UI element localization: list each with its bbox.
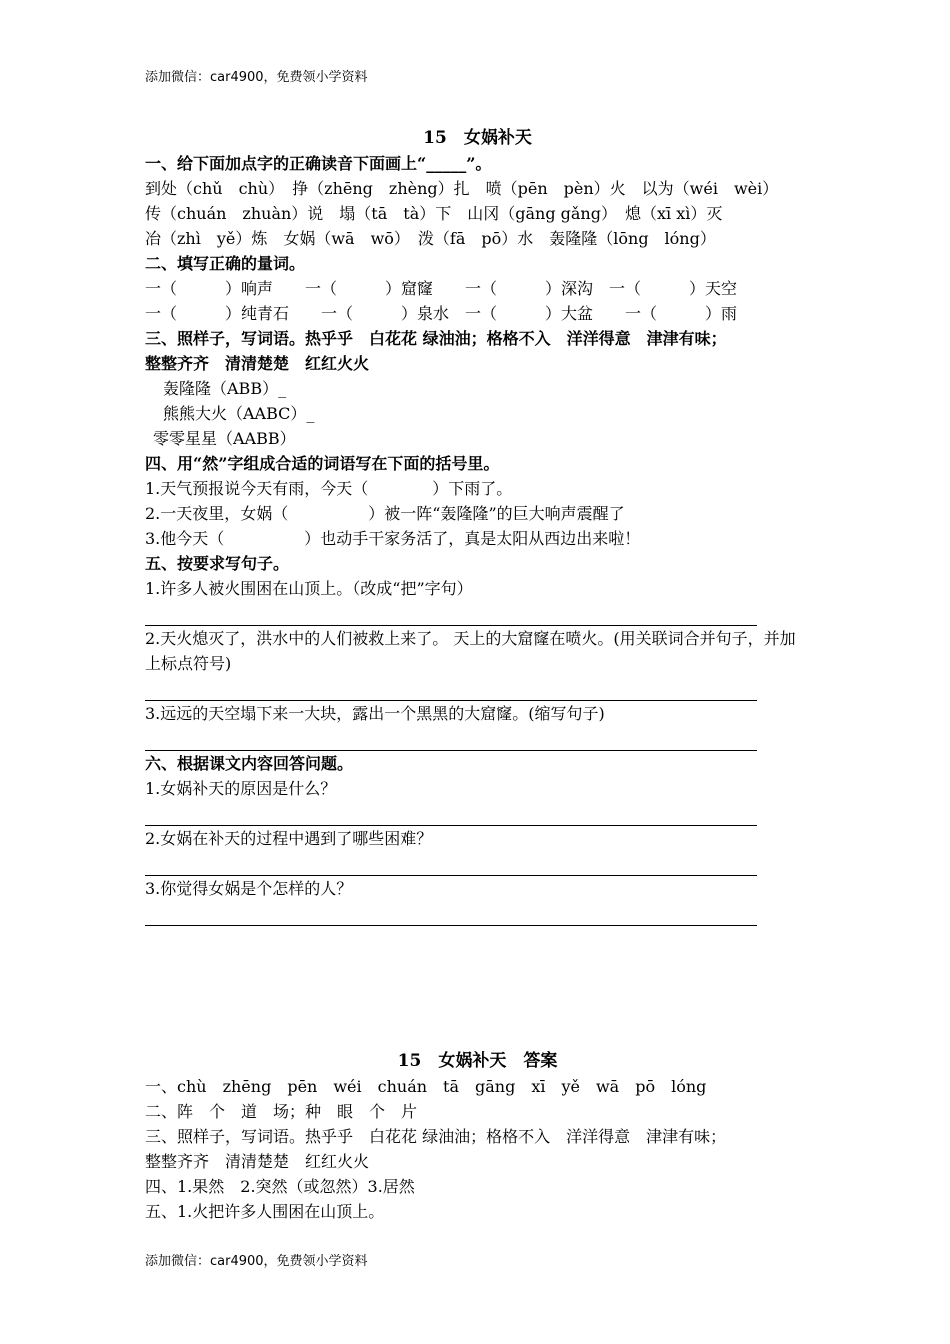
- spacer: [145, 926, 810, 1049]
- answer-1: 一、chù zhēng pēn wéi chuán tā gāng xī yě wā pō lóng: [145, 1077, 707, 1096]
- question-2: 2.女娲在补天的过程中遇到了哪些困难？: [145, 829, 433, 848]
- section-3-heading: 三、照样子，写词语。热乎乎 白花花 绿油油；格格不入 洋洋得意 津津有味；: [145, 329, 727, 348]
- section-1-heading: 一、给下面加点字的正确读音下面画上“_____”。: [145, 154, 492, 173]
- answer-line: [145, 801, 757, 826]
- ran-sentence-2: 2.一天夜里，女娲（ ）被一阵“轰隆隆”的巨大响声震醒了: [145, 504, 625, 523]
- question-1: 1.女娲补天的原因是什么？: [145, 779, 337, 798]
- measure-word-row-1: 一（ ）响声 一（ ）窟窿 一（ ）深沟 一（ ）天空: [145, 279, 738, 298]
- pattern-aabb: 零零星星（AABB）: [153, 429, 296, 448]
- answer-line: [145, 601, 757, 626]
- answer-line: [145, 676, 757, 701]
- pattern-aabc: 熊熊大火（AABC）_: [163, 404, 315, 423]
- worksheet-title: 15 女娲补天: [423, 128, 532, 148]
- answer-3: 三、照样子，写词语。热乎乎 白花花 绿油油；格格不入 洋洋得意 津津有味；: [145, 1127, 727, 1146]
- answer-4: 四、1.果然 2.突然（或忽然）3.居然: [145, 1177, 415, 1196]
- answer-line: [145, 901, 757, 926]
- rewrite-task-2: 2.天火熄灭了，洪水中的人们被救上来了。 天上的大窟窿在喷火。(用关联词合并句子，并加上标点符号): [145, 629, 796, 673]
- answer-5: 五、1.火把许多人围困在山顶上。: [145, 1202, 385, 1221]
- section-4-heading: 四、用“然”字组成合适的词语写在下面的括号里。: [145, 454, 500, 473]
- ran-sentence-1: 1.天气预报说今天有雨，今天（ ）下雨了。: [145, 479, 513, 498]
- rewrite-task-1: 1.许多人被火围困在山顶上。（改成“把”字句）: [145, 579, 473, 598]
- answer-2: 二、阵 个 道 场；种 眼 个 片: [145, 1102, 418, 1121]
- ran-sentence-3: 3.他今天（ ）也动手干家务活了，真是太阳从西边出来啦！: [145, 529, 641, 548]
- section-2-heading: 二、填写正确的量词。: [145, 254, 306, 273]
- answer-line: [145, 726, 757, 751]
- rewrite-task-3: 3.远远的天空塌下来一大块，露出一个黑黑的大窟窿。(缩写句子): [145, 704, 605, 723]
- measure-word-row-2: 一（ ）纯青石 一（ ）泉水 一（ ）大盆 一（ ）雨: [145, 304, 738, 323]
- pinyin-row-3: 冶（zhì yě）炼 女娲（wā wō） 泼（fā pō）水 轰隆隆（lōng lóng）: [145, 229, 716, 248]
- section-6-heading: 六、根据课文内容回答问题。: [145, 754, 354, 773]
- page-footer: 添加微信：car4900，免费领小学资料: [145, 1254, 368, 1269]
- page-header: 添加微信：car4900，免费领小学资料: [145, 70, 368, 85]
- section-5-heading: 五、按要求写句子。: [145, 554, 290, 573]
- pinyin-row-2: 传（chuán zhuàn）说 塌（tā tà）下 山冈（gāng gǎng） 熄（xī xì）灭: [145, 204, 723, 223]
- answer-title: 15 女娲补天 答案: [397, 1051, 558, 1071]
- pattern-abb: 轰隆隆（ABB）_: [163, 379, 287, 398]
- section-3-heading-line-2: 整整齐齐 清清楚楚 红红火火: [145, 354, 370, 373]
- pinyin-row-1: 到处（chǔ chù） 挣（zhēng zhèng）扎 喷（pēn pèn）火 以为（wéi wèi）: [145, 179, 779, 198]
- answer-line: [145, 851, 757, 876]
- question-3: 3.你觉得女娲是个怎样的人？: [145, 879, 353, 898]
- worksheet-content: [145, 126, 810, 1224]
- answer-3-line-2: 整整齐齐 清清楚楚 红红火火: [145, 1152, 370, 1171]
